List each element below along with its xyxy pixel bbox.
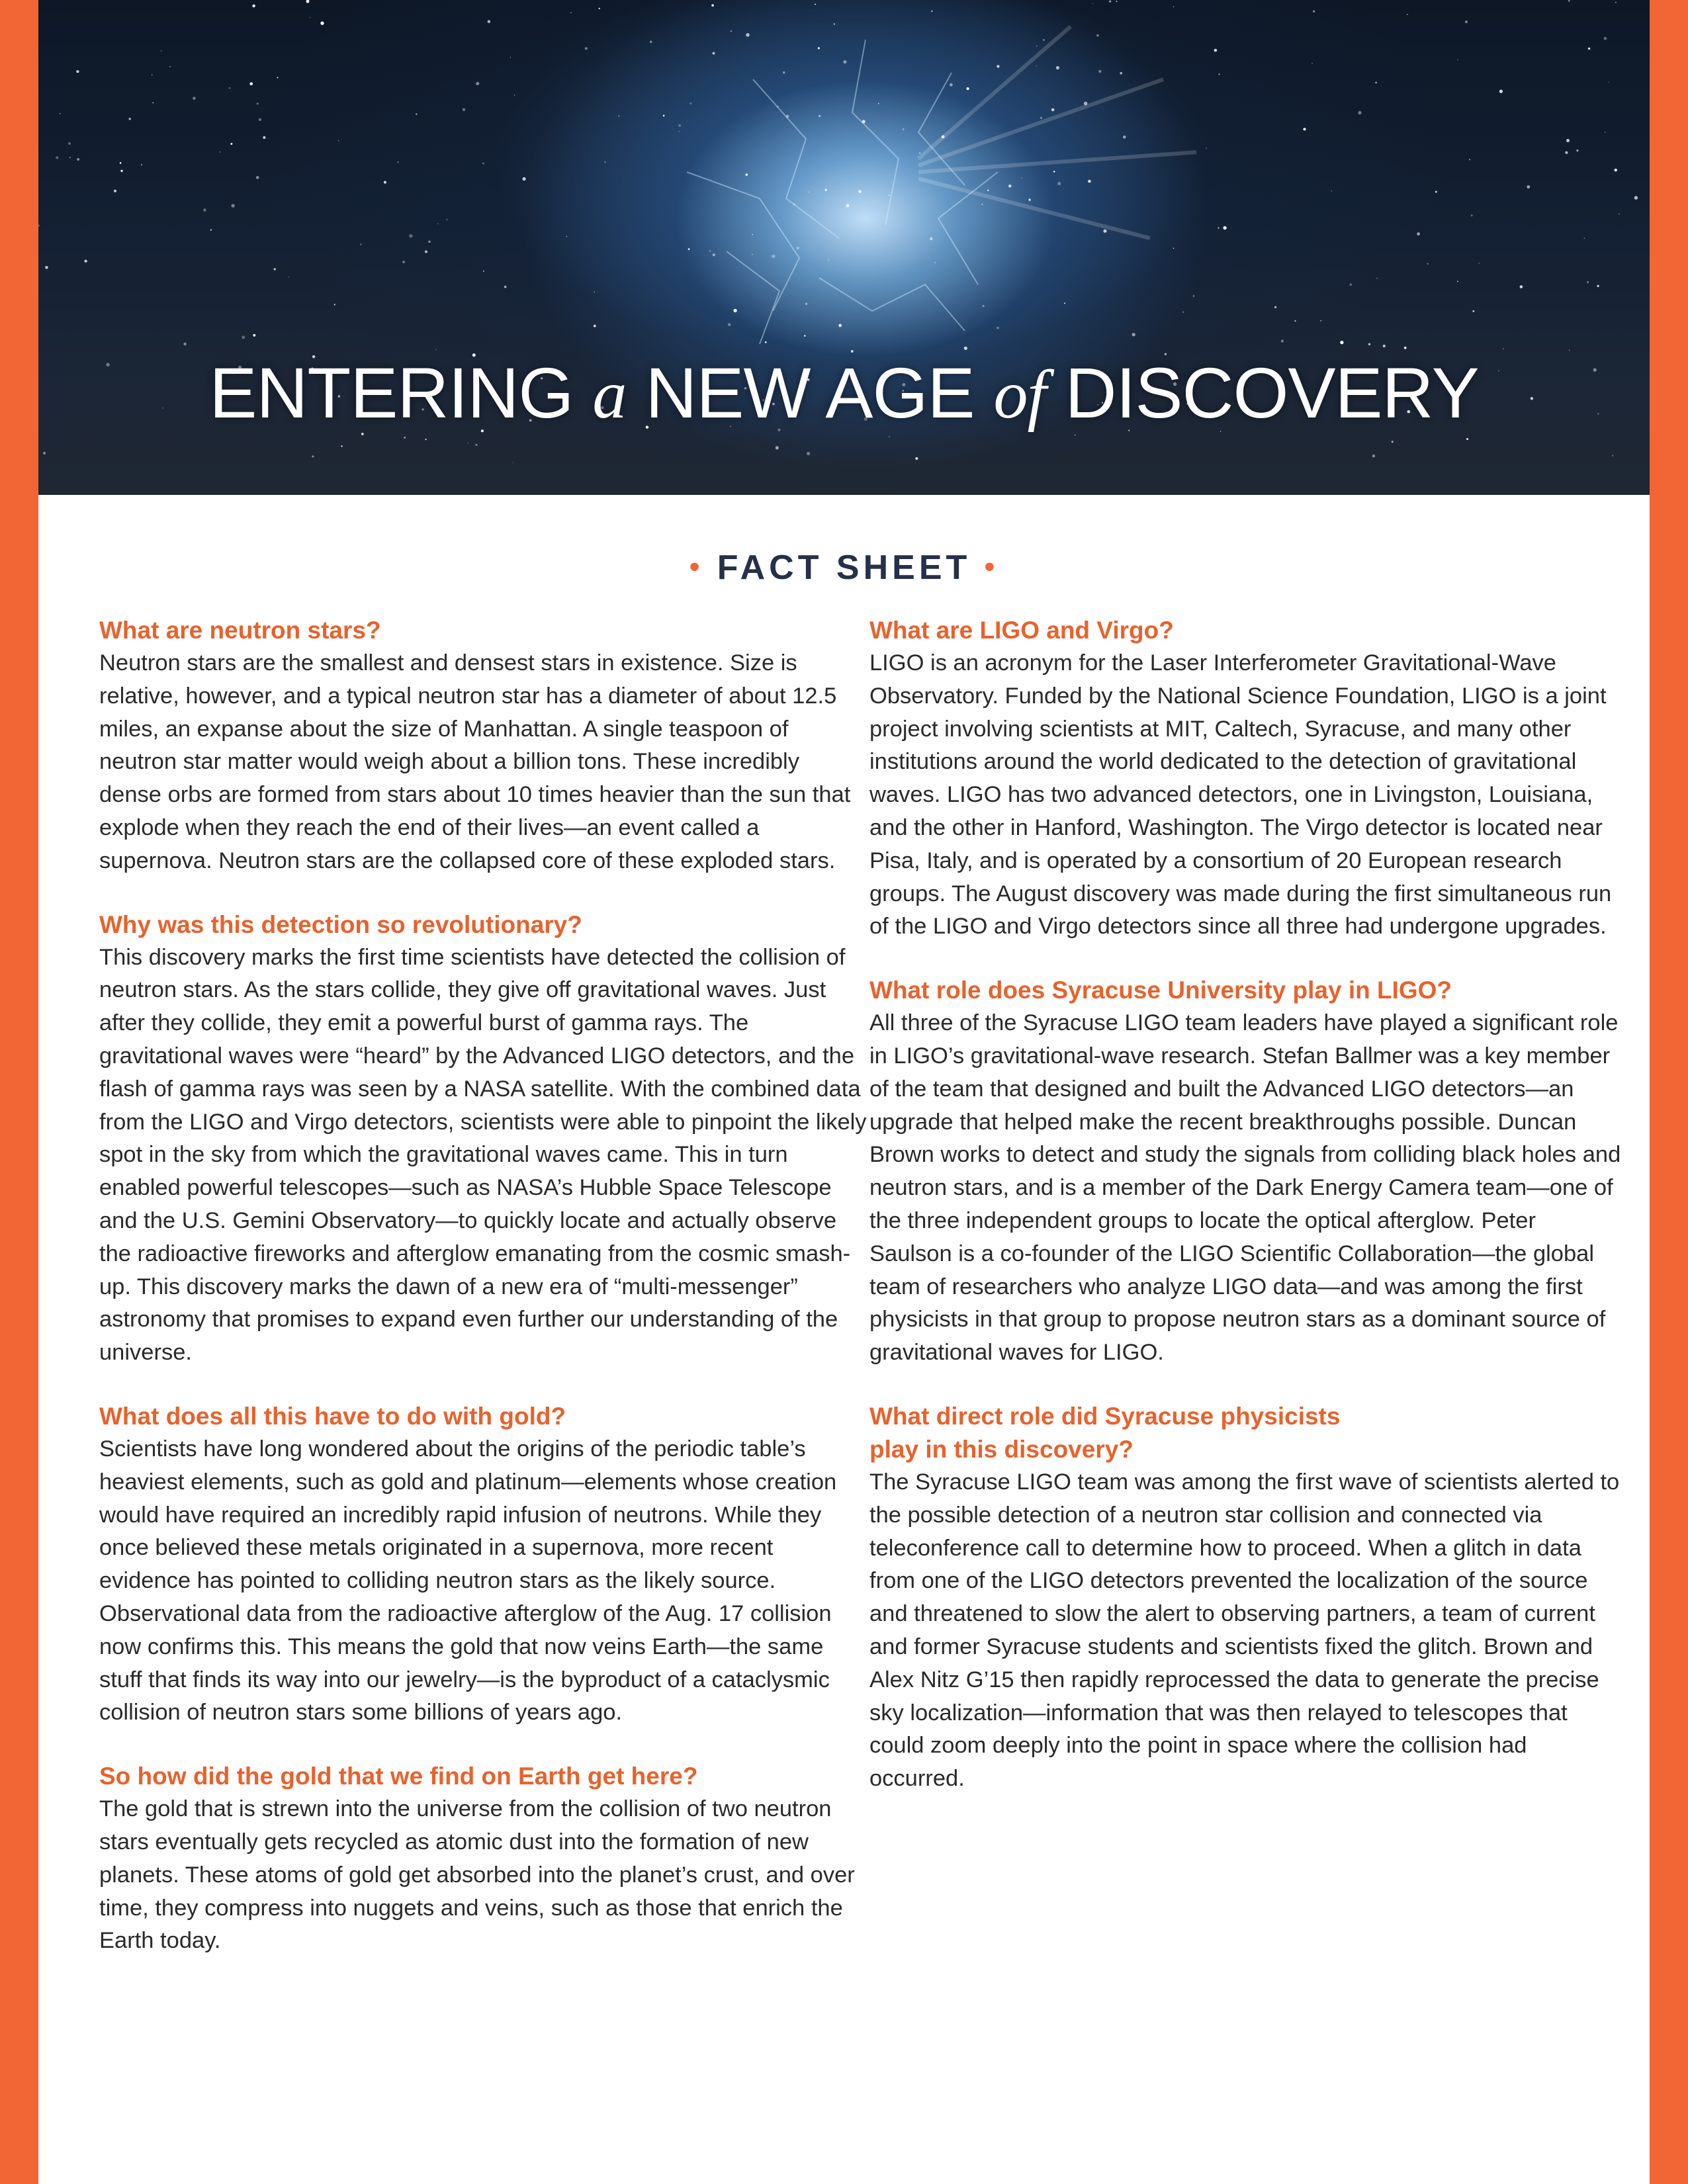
star-dot [663, 115, 665, 117]
star-dot [805, 303, 807, 305]
star-dot [594, 325, 596, 328]
star-dot [1469, 159, 1470, 160]
star-dot [120, 162, 122, 164]
star-dot [1173, 6, 1175, 7]
star-dot [510, 57, 511, 58]
star-dot [1587, 281, 1589, 283]
star-dot [1123, 136, 1126, 139]
star-dot [815, 4, 816, 5]
star-dot [416, 113, 418, 115]
answer-paragraph: The gold that is strewn into the universe from the collision of two neutron stars eventually gets recycled as atomic dust into the formation of new planets. These atoms of gold get absorbed into the planet’s crust, and over time, they compress into nuggets and veins, such as those that enrich the Earth today. [99, 1796, 855, 1954]
fact-sheet-page [38, 0, 1650, 2184]
qa-block [99, 1400, 867, 1729]
star-dot [1193, 295, 1194, 296]
fact-sheet-text: FACT SHEET [717, 548, 971, 587]
star-dot [1634, 196, 1638, 199]
star-dot [259, 118, 261, 121]
star-dot [818, 47, 820, 49]
star-dot [1311, 63, 1313, 64]
star-dot [1520, 285, 1523, 288]
star-dot [38, 224, 40, 226]
star-dot [915, 457, 918, 460]
star-dot [1466, 438, 1468, 440]
star-dot [338, 140, 339, 141]
star-dot [931, 11, 933, 13]
star-dot [306, 0, 310, 3]
star-dot [1103, 230, 1106, 233]
star-dot [397, 161, 398, 163]
star-dot [889, 195, 890, 196]
star-dot [252, 5, 255, 7]
star-dot [384, 181, 386, 183]
star-dot [1281, 339, 1284, 342]
star-dot [1075, 435, 1076, 436]
star-dot [776, 446, 779, 449]
star-dot [1051, 109, 1055, 112]
star-dot [1605, 132, 1606, 133]
star-dot [585, 47, 588, 50]
star-dot [463, 108, 465, 110]
star-dot [320, 21, 324, 24]
star-dot [679, 131, 680, 132]
star-dot [765, 341, 767, 343]
star-dot [678, 124, 681, 127]
star-dot [475, 444, 477, 446]
star-dot [249, 82, 253, 85]
star-dot [594, 292, 595, 293]
question-heading: So how did the gold that we find on Earth get here? [99, 1763, 698, 1790]
star-dot [1120, 72, 1122, 75]
star-dot [120, 170, 122, 172]
star-dot [76, 70, 79, 73]
star-dot [1173, 247, 1175, 249]
star-dot [783, 71, 785, 73]
star-dot [858, 190, 862, 193]
star-dot [437, 223, 439, 224]
star-dot [1499, 89, 1503, 93]
star-dot [1340, 341, 1343, 344]
star-dot [728, 323, 731, 326]
star-dot [69, 157, 71, 158]
star-dot [733, 309, 736, 312]
star-dot [752, 234, 753, 236]
star-dot [731, 30, 732, 32]
answer-paragraph: LIGO is an acronym for the Laser Interferometer Gravitational-Wave Observatory. Funded by the National Science Foundation, LIGO is a joint project involving scientists at MIT, Caltech, Syracuse, and many other institutions around the world dedicated to the detection of gravitational waves. LIGO has two advanced detectors, one in Livingston, Louisiana, and the other in Hanford, Washington. The Virgo detector is located near Pisa, Italy, and is operated by a consortium of 20 European research groups. The August discovery was made during the first simultaneous run of the LIGO and Virgo detectors since all three had undergone upgrades. [869, 650, 1612, 939]
bullet-dot-icon: • [984, 550, 999, 583]
star-dot [1376, 278, 1377, 279]
star-dot [1569, 349, 1570, 351]
star-dot [713, 52, 715, 55]
star-dot [834, 23, 835, 24]
star-dot [1457, 281, 1458, 282]
star-dot [713, 253, 715, 256]
star-dot [152, 102, 154, 103]
star-dot [435, 349, 437, 350]
star-dot [982, 204, 983, 205]
star-dot [404, 437, 406, 439]
star-dot [825, 189, 827, 191]
star-dot [1576, 150, 1578, 152]
star-dot [161, 50, 162, 52]
star-dot [1392, 441, 1394, 443]
star-dot [1028, 198, 1030, 200]
qa-block [99, 1760, 867, 1958]
question-heading: What role does Syracuse University play in LIGO? [869, 977, 1452, 1004]
star-dot [141, 164, 142, 165]
star-dot [903, 128, 905, 130]
title-word-new-age: NEW AGE [645, 353, 975, 433]
star-dot [289, 277, 290, 278]
title-word-entering: ENTERING [209, 353, 574, 433]
star-dot [1008, 185, 1012, 188]
star-dot [746, 33, 749, 36]
star-dot [1218, 227, 1219, 228]
star-dot [1088, 180, 1091, 183]
star-dot [987, 189, 989, 191]
star-dot [220, 152, 221, 153]
star-dot [1057, 182, 1061, 185]
star-dot [425, 439, 426, 440]
star-dot [310, 17, 311, 18]
star-dot [169, 66, 171, 67]
star-dot [1053, 171, 1055, 173]
star-dot [930, 238, 933, 241]
star-dot [1040, 117, 1042, 119]
star-dot [84, 259, 87, 262]
star-dot [1331, 191, 1333, 192]
star-dot [1608, 82, 1609, 83]
star-dot [447, 219, 448, 220]
right-column [869, 614, 1624, 1826]
star-dot [361, 433, 364, 435]
star-dot [1427, 263, 1428, 264]
star-dot [650, 41, 652, 43]
star-dot [982, 305, 984, 307]
star-dot [711, 4, 714, 7]
star-dot [1358, 111, 1361, 114]
star-dot [618, 115, 619, 116]
star-dot [934, 262, 936, 263]
star-dot [152, 74, 153, 75]
qa-block [869, 614, 1624, 943]
star-dot [1092, 3, 1093, 4]
star-dot [482, 163, 484, 165]
star-dot [256, 176, 259, 179]
star-dot [1375, 82, 1377, 84]
star-dot [688, 248, 690, 250]
star-dot [804, 335, 805, 336]
star-dot [828, 259, 829, 261]
question-heading: Why was this detection so revolutionary? [99, 910, 582, 938]
answer-paragraph: This discovery marks the first time scientists have detected the collision of neutron stars. As the stars collide, they give off gravitational waves. Just after they collide, they emit a powerful burst of gamma rays. The gravitational waves were “heard” by the Advanced LIGO detectors, and the flash of gamma rays was seen by a NASA satellite. With the combined data from the LIGO and Virgo detectors, scientists were able to pinpoint the likely spot in the sky from which the gravitational waves came. This in turn enabled powerful telescopes—such as NASA’s Hubble Space Telescope and the U.S. Gemini Observatory—to quickly locate and actually observe the radioactive fireworks and afterglow emanating from the cosmic smash-up. This discovery marks the dawn of a new era of “multi-messenger” astronomy that promises to expand even further our understanding of the universe. [99, 944, 867, 1366]
answer-paragraph: Neutron stars are the smallest and densest stars in existence. Size is relative, however, and a typical neutron star has a diameter of about 12.5 miles, an expanse about the size of Manhattan. A single teaspoon of neutron star matter would weigh about a billion tons. These incredibly dense orbs are formed from stars about 10 times heavier than the sun that explode when they reach the end of their lives—an event called a supernova. Neutron stars are the collapsed core of these exploded stars. [99, 650, 851, 873]
star-dot [1568, 0, 1570, 2]
star-dot [1036, 46, 1038, 47]
qa-block [99, 614, 867, 878]
qa-block [99, 908, 867, 1370]
star-dot [746, 173, 748, 176]
star-dot [1417, 232, 1420, 236]
star-dot [56, 156, 58, 159]
star-dot [797, 247, 799, 249]
star-dot [709, 250, 711, 251]
star-dot [599, 8, 600, 9]
star-dot [1274, 306, 1276, 308]
star-dot [203, 208, 206, 212]
title-word-discovery: DISCOVERY [1065, 353, 1479, 433]
answer-paragraph: The Syracuse LIGO team was among the first wave of scientists alerted to the possible detection of a neutron star collision and connected via teleconference call to determine how to proceed. When a glitch in data from one of the LIGO detectors prevented the localization of the source and threatened to slow the alert to observing partners, a team of current and former Syracuse students and scientists fixed the glitch. Brown and Alex Nitz G’15 then rapidly reprocessed the data to generate the precise sky localization—information that was then relayed to telescopes that could zoom deeply into the point in space where the collision had occurred. [869, 1469, 1620, 1792]
star-dot [566, 236, 568, 238]
star-dot [425, 250, 427, 253]
star-dot [193, 97, 196, 100]
star-dot [210, 229, 212, 231]
star-dot [1372, 455, 1376, 458]
star-dot [1303, 128, 1306, 130]
star-dot [605, 161, 606, 163]
star-dot [1603, 37, 1607, 40]
star-dot [889, 436, 890, 437]
star-dot [60, 113, 61, 114]
hero-banner [38, 0, 1650, 495]
star-dot [1109, 0, 1111, 2]
star-dot [45, 266, 48, 269]
star-dot [1320, 320, 1321, 322]
question-heading: What does all this have to do with gold? [99, 1402, 566, 1430]
question-heading: What are neutron stars? [99, 617, 381, 644]
qa-block [869, 1400, 1624, 1796]
star-dot [1566, 139, 1570, 142]
star-dot [964, 347, 967, 350]
star-dot [1457, 60, 1458, 61]
star-dot [1615, 169, 1617, 171]
star-dot [77, 158, 79, 161]
star-dot [1132, 333, 1135, 336]
star-dot [1527, 185, 1530, 189]
star-dot [919, 152, 920, 153]
star-dot [523, 177, 526, 181]
star-dot [1612, 455, 1613, 456]
star-dot [1597, 285, 1599, 287]
question-heading: What are LIGO and Virgo? [869, 617, 1174, 644]
star-dot [253, 334, 255, 337]
title-word-a: a [592, 357, 627, 433]
star-dot [1294, 320, 1296, 322]
star-dot [229, 87, 231, 89]
star-dot [1043, 39, 1045, 41]
star-dot [1404, 347, 1407, 349]
star-dot [231, 204, 234, 207]
star-dot [114, 190, 116, 193]
bullet-dot-icon: • [689, 550, 704, 583]
star-dot [488, 20, 491, 23]
star-dot [846, 204, 849, 207]
star-dot [1096, 34, 1098, 36]
star-dot [1471, 214, 1473, 216]
title-word-of: of [993, 357, 1046, 433]
star-dot [878, 103, 879, 105]
star-dot [1064, 302, 1065, 304]
star-dot [1383, 345, 1386, 347]
star-dot [807, 452, 810, 455]
star-dot [1219, 73, 1220, 75]
left-column [99, 614, 867, 1988]
fact-sheet-label [38, 548, 1650, 588]
star-dot [1615, 2, 1617, 3]
star-dot [1478, 263, 1480, 264]
star-dot [1588, 48, 1590, 50]
star-dot [966, 87, 969, 90]
star-dot [273, 268, 276, 271]
star-dot [838, 324, 842, 328]
star-dot [772, 255, 775, 258]
question-heading: What direct role did Syracuse physicists play in this discovery? [869, 1402, 1341, 1463]
star-dot [1313, 11, 1315, 13]
star-dot [334, 304, 335, 305]
star-dot [689, 103, 691, 105]
page-title [38, 353, 1650, 433]
star-dot [341, 445, 342, 447]
star-dot [242, 335, 245, 339]
star-dot [1098, 70, 1101, 73]
star-dot [428, 240, 431, 243]
star-dot [483, 271, 484, 272]
star-dot [1503, 348, 1504, 349]
star-dot [230, 143, 232, 145]
star-dot [1465, 21, 1468, 23]
star-dot [360, 243, 362, 245]
star-dot [1056, 66, 1059, 69]
star-dot [257, 103, 259, 105]
star-dot [129, 118, 131, 120]
star-dot [1021, 177, 1022, 179]
star-dot [263, 136, 265, 139]
star-dot [402, 261, 405, 263]
answer-paragraph: All three of the Syracuse LIGO team leaders have played a significant role in LIGO’s gravitational-wave research. Stefan Ballmer was a key member of the team that designed and built the Advanced LIGO detectors—an upgrade that helped make the recent breakthroughs possible. Duncan Brown works to detect and study the signals from colliding black holes and neutron stars, and is a member of the Dark Energy Camera team—one of the three independent groups to locate the optical afterglow. Peter Saulson is a co-founder of the LIGO Scientific Collaboration—the global team of researchers who analyze LIGO data—and was among the first physicists in that group to propose neutron stars as a dominant source of gravitational waves for LIGO. [869, 1010, 1621, 1366]
star-dot [1223, 226, 1226, 230]
star-dot [808, 192, 809, 193]
star-dot [997, 327, 999, 329]
star-dot [409, 234, 413, 238]
star-dot [1368, 343, 1371, 345]
star-dot [1565, 151, 1568, 153]
star-dot [504, 286, 507, 288]
star-dot [1349, 283, 1352, 286]
star-dot [68, 142, 71, 145]
star-dot [1473, 310, 1475, 312]
star-dot [997, 65, 999, 67]
star-dot [312, 455, 314, 457]
star-dot [950, 83, 953, 87]
star-dot [1435, 191, 1437, 193]
star-dot [183, 343, 186, 345]
star-dot [43, 452, 46, 455]
star-dot [1116, 1, 1117, 2]
star-dot [476, 82, 479, 85]
answer-paragraph: Scientists have long wondered about the origins of the periodic table’s heaviest elements, such as gold and platinum—elements whose creation would have required an incredibly rapid infusion of neutrons. While they once believed these metals originated in a supernova, more recent evidence has pointed to colliding neutron stars as the likely source. Observational data from the radioactive afterglow of the Aug. 17 collision now confirms this. This means the gold that now veins Earth—the same stuff that finds its way into our jewelry—is the byproduct of a cataclysmic collision of neutron stars some billions of years ago. [99, 1436, 837, 1725]
star-dot [277, 77, 278, 78]
qa-block [869, 974, 1624, 1370]
star-dot [843, 60, 846, 64]
star-dot [1214, 49, 1218, 52]
star-dot [819, 115, 821, 117]
